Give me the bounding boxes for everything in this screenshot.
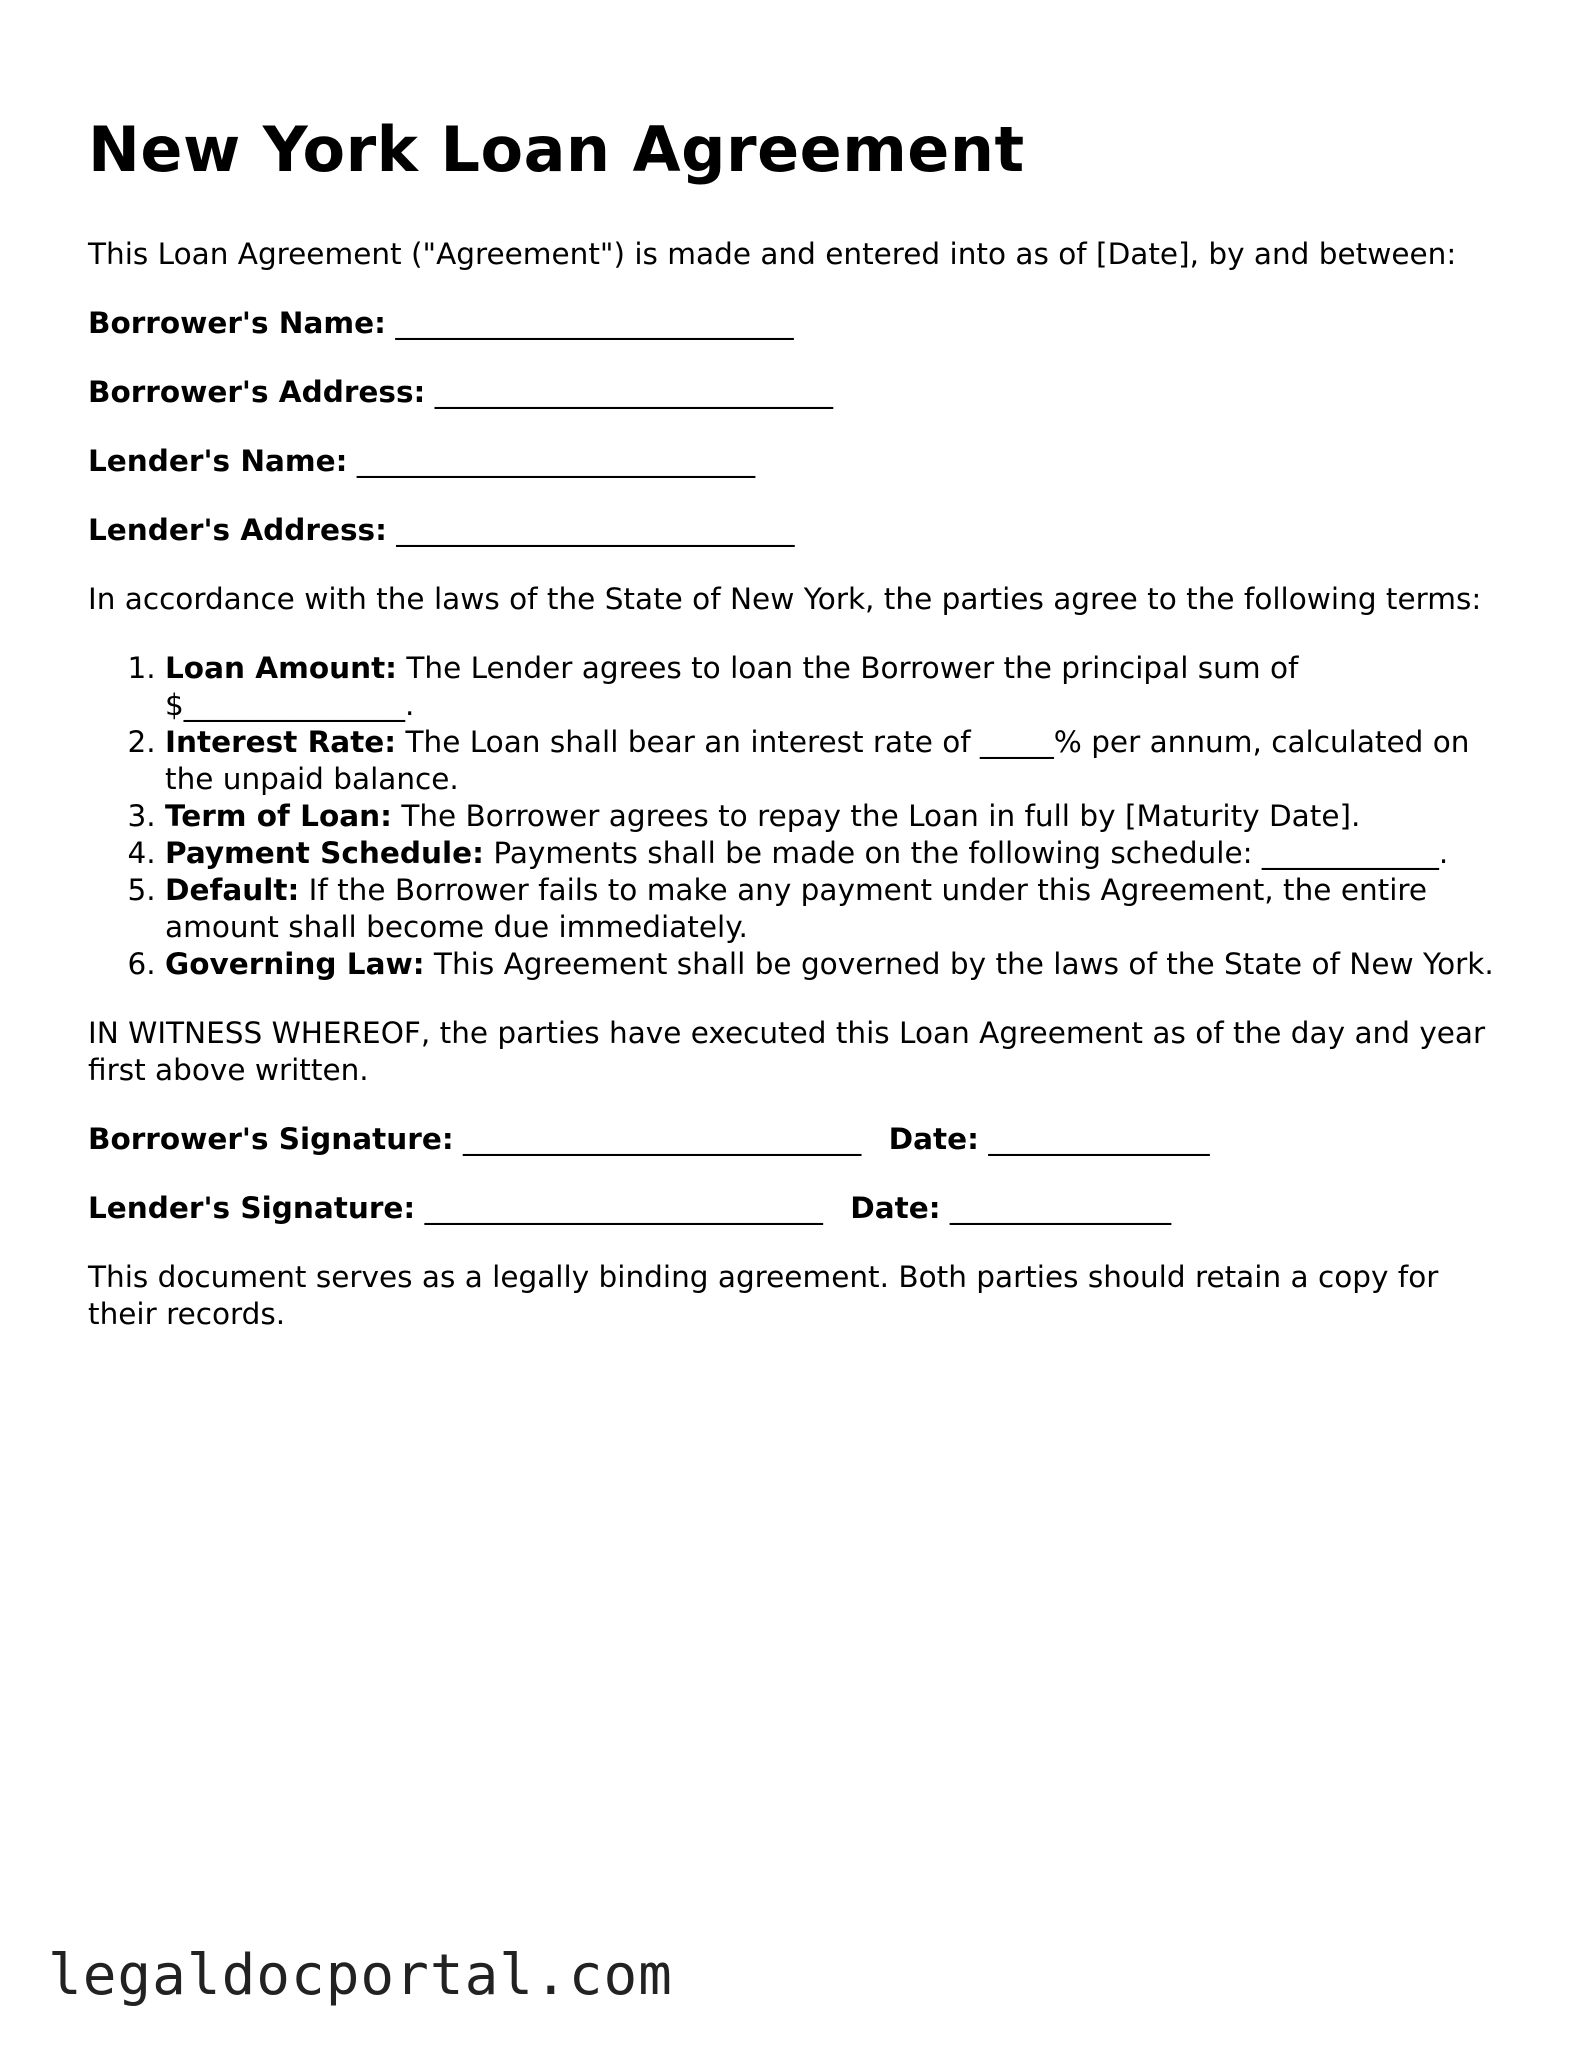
term-label: Governing Law: bbox=[165, 947, 425, 981]
term-text: This Agreement shall be governed by the laws of the State of New York. bbox=[433, 947, 1494, 981]
borrower-name-label: Borrower's Name: bbox=[88, 306, 386, 340]
term-label: Loan Amount: bbox=[165, 651, 397, 685]
borrower-signature-field bbox=[88, 1121, 1503, 1158]
term-item-governing-law bbox=[165, 946, 1503, 983]
borrower-date-blank: _______________ bbox=[988, 1122, 1210, 1156]
document-page bbox=[88, 108, 1503, 1365]
intro-paragraph: This Loan Agreement ("Agreement") is made and entered into as of [Date], by and between: bbox=[88, 237, 1457, 271]
terms-list bbox=[88, 650, 1503, 983]
lender-date-blank: _______________ bbox=[949, 1191, 1172, 1225]
borrower-signature-blank: ___________________________ bbox=[463, 1122, 862, 1156]
lender-date-label: Date: bbox=[850, 1191, 941, 1225]
term-item-default bbox=[165, 872, 1503, 946]
footer-brand-watermark: legaldocportal.com bbox=[48, 1943, 673, 2008]
borrower-address-label: Borrower's Address: bbox=[88, 375, 426, 409]
terms-intro-paragraph: In accordance with the laws of the State of New York, the parties agree to the following terms: bbox=[88, 582, 1482, 616]
borrower-name-blank: ___________________________ bbox=[395, 306, 794, 340]
lender-name-label: Lender's Name: bbox=[88, 444, 348, 478]
term-item-loan-amount bbox=[165, 650, 1503, 724]
term-text: The Lender agrees to loan the Borrower the principal sum of $_______________. bbox=[165, 651, 1299, 722]
borrower-signature-label: Borrower's Signature: bbox=[88, 1122, 454, 1156]
document-title: New York Loan Agreement bbox=[88, 113, 1025, 186]
closing-paragraph: This document serves as a legally binding agreement. Both parties should retain a copy for their records. bbox=[88, 1260, 1439, 1331]
lender-address-field bbox=[88, 512, 1503, 549]
lender-signature-field bbox=[88, 1190, 1503, 1227]
witness-paragraph: IN WITNESS WHEREOF, the parties have executed this Loan Agreement as of the day and year first above written. bbox=[88, 1016, 1486, 1087]
borrower-name-field bbox=[88, 305, 1503, 342]
term-text: The Loan shall bear an interest rate of _____% per annum, calculated on the unpaid balance. bbox=[165, 725, 1470, 796]
term-text: If the Borrower fails to make any payment under this Agreement, the entire amount shall become due immediately. bbox=[165, 873, 1428, 944]
lender-signature-blank: ___________________________ bbox=[424, 1191, 823, 1225]
borrower-date-label: Date: bbox=[888, 1122, 979, 1156]
lender-address-blank: ___________________________ bbox=[396, 513, 795, 547]
lender-name-field bbox=[88, 443, 1503, 480]
term-text: Payments shall be made on the following schedule: ____________. bbox=[493, 836, 1449, 870]
term-item-payment-schedule bbox=[165, 835, 1503, 872]
term-label: Payment Schedule: bbox=[165, 836, 484, 870]
term-label: Interest Rate: bbox=[165, 725, 397, 759]
term-item-interest-rate bbox=[165, 724, 1503, 798]
lender-name-blank: ___________________________ bbox=[356, 444, 756, 478]
borrower-address-field bbox=[88, 374, 1503, 411]
lender-signature-label: Lender's Signature: bbox=[88, 1191, 416, 1225]
term-label: Default: bbox=[165, 873, 300, 907]
borrower-address-blank: ___________________________ bbox=[434, 375, 833, 409]
term-label: Term of Loan: bbox=[165, 799, 392, 833]
lender-address-label: Lender's Address: bbox=[88, 513, 387, 547]
term-text: The Borrower agrees to repay the Loan in full by [Maturity Date]. bbox=[401, 799, 1361, 833]
term-item-term-of-loan bbox=[165, 798, 1503, 835]
